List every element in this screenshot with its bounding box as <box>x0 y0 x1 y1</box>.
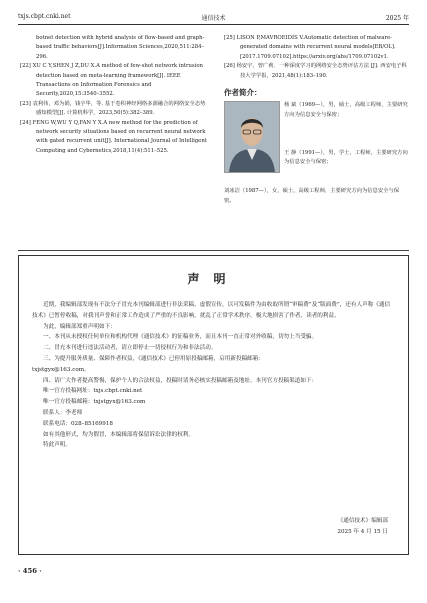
journal-year: 2025 年 <box>385 15 409 22</box>
section-divider <box>18 250 409 251</box>
references-left-column <box>20 34 208 156</box>
notice-paragraph-2: 为此，编辑部郑重声明如下： <box>43 323 116 330</box>
contact-phone: 联系电话：028–85169918 <box>43 420 113 427</box>
notice-new-email: txjstgyx@163.com。 <box>32 366 90 373</box>
notice-paragraph-3: 一、本刊从未授权任何单位和机构代理《通信技术》的征稿业务，而且本刊一直正常对外收稿，切勿上当受骗。 <box>43 334 318 341</box>
notice-signature <box>337 516 388 538</box>
notice-paragraph-8: 特此声明。 <box>43 442 71 449</box>
reference-23: [23] 袁利伟，邓为娟，钱宇华，等. 基于卷积神经网络多源融合的网络安全态势感知模型[J]. 计算机科学，2023,50(5):382–389. <box>20 100 206 117</box>
reference-26: [26] 杨安宇，曾广莉．一种深度学习的网络安全态势评估方法 [J]. 西安电子科技大学学报，2021,48(1):183–190. <box>224 63 407 79</box>
notice-paragraph-6: 四、请广大作者提高警惕，保护个人的合法权益，投稿时请务必核实投稿邮箱及地址。本刊官方投稿渠道如下： <box>43 377 318 384</box>
notice-paragraph-7: 如有其他形式，均为假冒，本编辑部将保留诉讼法律的权利。 <box>43 431 195 438</box>
official-website: 唯一官方投稿网址：txjs.cbpt.cnki.net <box>43 388 143 395</box>
author-bio-1: 杨 斌（1969—），男，硕士，高级工程师，主要研究方向为信息安全与保密； <box>284 102 408 118</box>
official-email: 唯一官方投稿邮箱：txjstgyx@163.com <box>43 399 146 406</box>
journal-name: 通信技术 <box>201 15 226 22</box>
contact-person: 联系人：李老师 <box>43 409 83 416</box>
reference-continued: botnet detection with hybrid analysis of flow-based and graph-based traffic behaviors[J].Information Sciences,2020,511:284–296. <box>36 35 205 60</box>
author-bio-2: 王 静（1991—），男，学士，工程师，主要研究方向为信息安全与保密； <box>284 149 408 166</box>
journal-url: txjs.cbpt.cnki.net <box>18 13 71 20</box>
signature-editorial: 《通信技术》编辑部 <box>337 518 388 524</box>
authors-heading: 作者简介： <box>224 88 262 98</box>
signature-date: 2025 年 4 月 15 日 <box>337 528 388 535</box>
notice-paragraph-5: 三、为提升服务质量、保障作者权益，《通信技术》已停用原投稿邮箱，启用新投稿邮箱： <box>43 355 264 362</box>
notice-paragraph-4: 二、冒充本刊进行违法活动者，请立即停止一切侵权行为和非法活动。 <box>43 345 217 352</box>
author-photo <box>224 101 280 173</box>
running-header <box>18 10 409 25</box>
reference-22: [22] XU C Y,SHEN J Z,DU X.A method of few-shot network intrusion detection based on meta-learning framework[J]. IEEE Transactions on Information Forensics and Security,2020,15:3540–3552. <box>20 63 203 98</box>
notice-paragraph-1: 近期，我编辑部发现有不法分子冒充本刊编辑部进行非法采稿、虚假宣传，以可发稿件为由收取所谓“审稿费”及“版面费”，还有人声称《通信技术》已暂停收稿，对我刊声誉和正常工作造成了严重的不良影响，扰乱了正常学术秩序，极大地损害了作者、读者的利益。 <box>32 302 391 319</box>
reference-24: [24] FENG W,WU Y Q,FAN Y X.A new method for the prediction of network security situations based on recurrent neural network with gated recurrent unit[J]. International Journal of Intelligent Computing and Cybernetics,2018,11(4):511–525. <box>20 119 207 154</box>
notice-title: 声明 <box>187 272 240 286</box>
page-number: · 456 · <box>18 567 42 575</box>
notice-box <box>18 255 409 555</box>
author-block <box>224 101 409 187</box>
notice-body <box>32 300 394 451</box>
references-right-column <box>224 34 409 206</box>
author-bio-3: 刘冰洁（1987—），女，硕士，高级工程师，主要研究方向为信息安全与保密。 <box>224 188 400 204</box>
reference-25: [25] LISON P,MAVROEIDIS V.Automatic detection of malware-generated domains with recurrent neural models[EB/OL].[2017.1709.07102].https://arxiv.org/abs/1709.07102v1. <box>224 35 396 60</box>
